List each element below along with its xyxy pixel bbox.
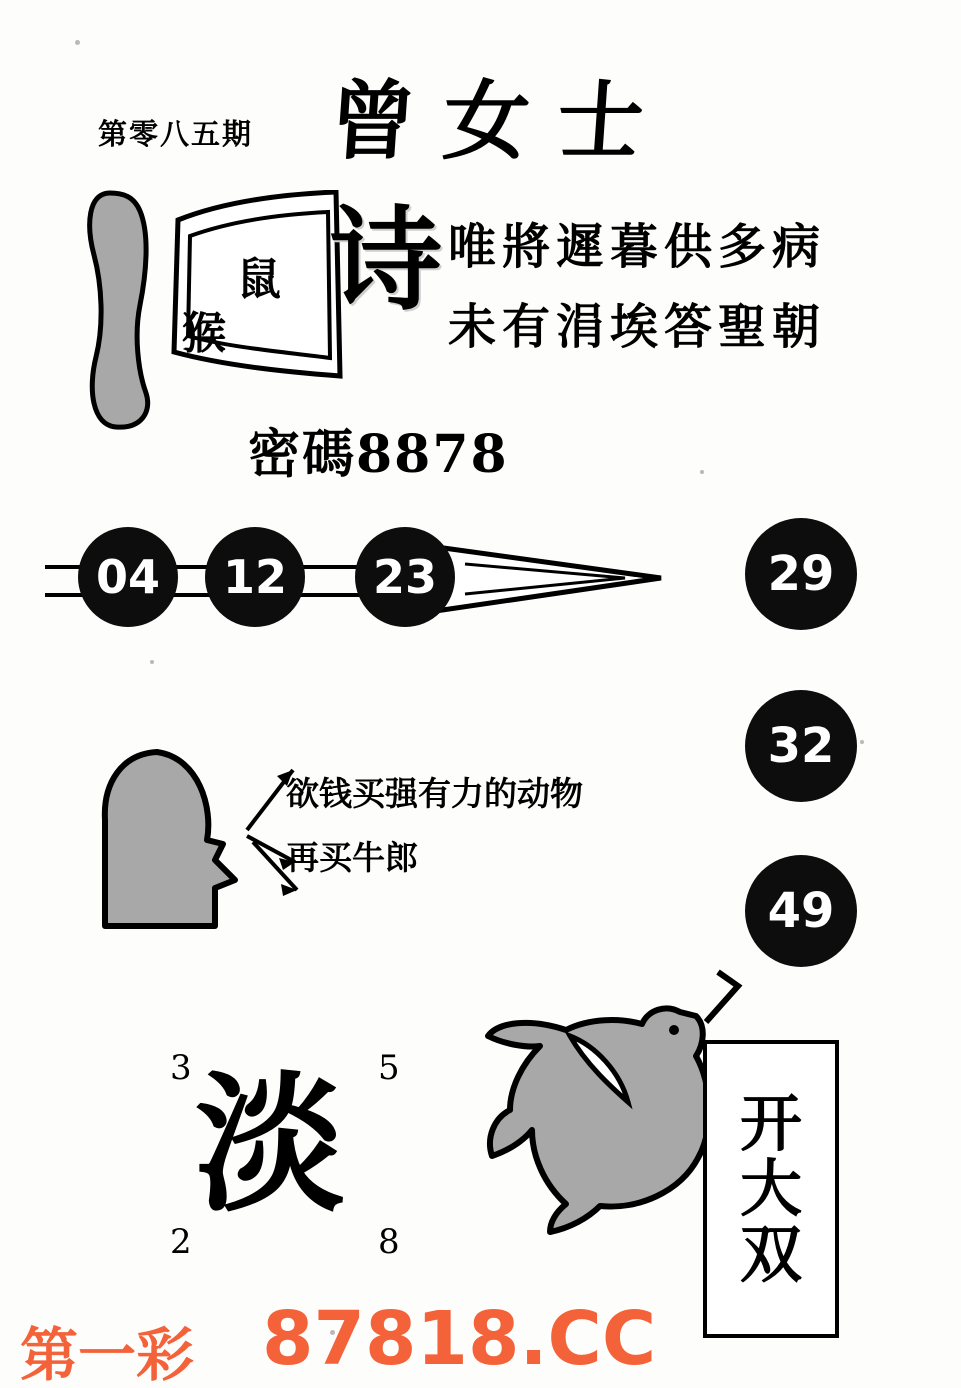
number-ball[interactable]: 29 xyxy=(745,518,857,630)
page-title: 曾女士 xyxy=(325,71,676,172)
number-ball[interactable]: 23 xyxy=(355,527,455,627)
speck xyxy=(75,40,80,45)
plaque-line-3: 双 xyxy=(739,1217,802,1291)
hint-line-2: 再买牛郎 xyxy=(286,838,418,877)
number-ball[interactable]: 04 xyxy=(78,527,178,627)
poem-line-2: 未有涓埃答聖朝 xyxy=(448,299,827,355)
speck xyxy=(150,660,154,664)
corner-number-bottom-right: 8 xyxy=(378,1222,400,1262)
corner-number-top-left: 3 xyxy=(170,1048,192,1088)
zodiac-char-2: 猴 xyxy=(182,308,226,359)
speck xyxy=(860,740,864,744)
plaque xyxy=(703,1040,839,1338)
speaking-head-icon xyxy=(95,748,255,933)
plaque-line-1: 开 xyxy=(739,1087,802,1161)
number-ball[interactable]: 32 xyxy=(745,690,857,802)
hint-line-1: 欲钱买强有力的动物 xyxy=(286,774,583,813)
poem-keyword: 诗 xyxy=(330,195,442,326)
big-character: 淡 xyxy=(195,1057,346,1233)
number-ball[interactable]: 49 xyxy=(745,855,857,967)
footer-brand: 第一彩 xyxy=(20,1321,195,1388)
corner-number-bottom-left: 2 xyxy=(170,1222,192,1262)
arrow-icon xyxy=(425,520,665,638)
speck xyxy=(700,470,704,474)
poem-line-1: 唯將遲暮供多病 xyxy=(448,219,827,275)
number-ball[interactable]: 12 xyxy=(205,527,305,627)
password-text: 密碼8878 xyxy=(248,424,509,485)
plaque-line-2: 大 xyxy=(739,1152,802,1226)
zodiac-char-1: 鼠 xyxy=(237,254,281,305)
issue-label: 第零八五期 xyxy=(98,117,254,151)
footer-site[interactable]: 87818.CC xyxy=(262,1296,657,1382)
corner-number-top-right: 5 xyxy=(378,1048,400,1088)
